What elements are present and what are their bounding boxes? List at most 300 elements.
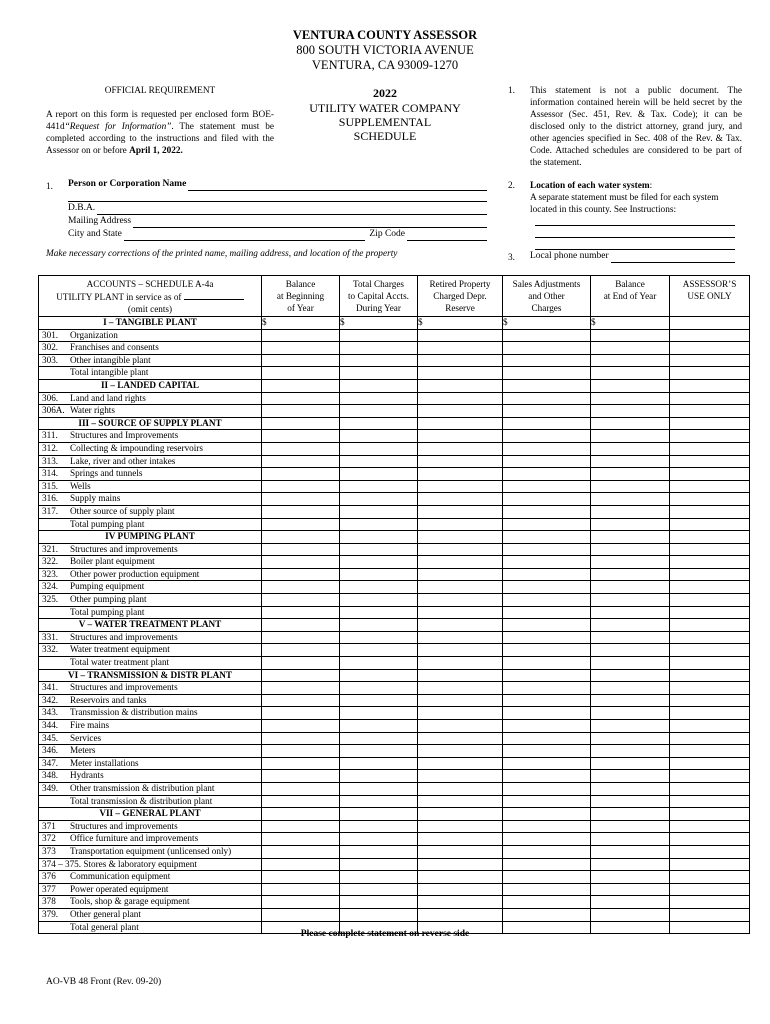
retired-property-cell[interactable]	[418, 720, 503, 733]
sales-adjustments-cell[interactable]	[503, 430, 591, 443]
balance-end-cell[interactable]	[591, 757, 670, 770]
sales-adjustments-cell[interactable]	[503, 682, 591, 695]
total-charges-cell[interactable]	[340, 669, 418, 682]
sales-adjustments-cell[interactable]	[503, 644, 591, 657]
retired-property-cell[interactable]	[418, 505, 503, 518]
balance-end-cell[interactable]	[591, 732, 670, 745]
sales-adjustments-cell[interactable]	[503, 594, 591, 607]
zip-code-line[interactable]	[407, 230, 487, 241]
balance-beginning-cell[interactable]	[262, 757, 340, 770]
retired-property-cell[interactable]	[418, 845, 503, 858]
table-row	[39, 883, 750, 896]
sales-adjustments-cell[interactable]	[503, 896, 591, 909]
balance-end-cell[interactable]	[591, 833, 670, 846]
balance-beginning-cell[interactable]	[262, 342, 340, 355]
balance-beginning-cell[interactable]	[262, 480, 340, 493]
assessor-use-cell	[670, 644, 750, 657]
retired-property-cell[interactable]	[418, 682, 503, 695]
assessor-use-cell	[670, 354, 750, 367]
retired-property-cell[interactable]	[418, 493, 503, 506]
balance-beginning-cell[interactable]: $	[262, 317, 340, 330]
sales-adjustments-cell[interactable]	[503, 442, 591, 455]
balance-end-cell[interactable]	[591, 531, 670, 544]
retired-property-cell[interactable]	[418, 820, 503, 833]
balance-beginning-cell[interactable]	[262, 808, 340, 821]
retired-property-cell[interactable]	[418, 606, 503, 619]
retired-property-cell[interactable]	[418, 379, 503, 392]
total-charges-cell[interactable]	[340, 833, 418, 846]
retired-property-cell[interactable]	[418, 795, 503, 808]
city-zip-field[interactable]	[68, 228, 487, 241]
total-charges-cell[interactable]	[340, 808, 418, 821]
balance-beginning-cell[interactable]	[262, 820, 340, 833]
assessor-use-cell	[670, 631, 750, 644]
balance-beginning-cell[interactable]	[262, 442, 340, 455]
retired-property-cell[interactable]	[418, 455, 503, 468]
balance-end-cell[interactable]	[591, 644, 670, 657]
retired-property-cell[interactable]	[418, 367, 503, 380]
assessor-use-cell	[670, 858, 750, 871]
balance-end-cell[interactable]	[591, 379, 670, 392]
total-charges-cell[interactable]	[340, 682, 418, 695]
account-code: 306A.	[42, 405, 65, 416]
balance-end-cell[interactable]	[591, 631, 670, 644]
total-charges-cell[interactable]	[340, 694, 418, 707]
account-label	[39, 342, 262, 355]
person-name-line[interactable]	[188, 180, 487, 191]
balance-end-cell[interactable]	[591, 518, 670, 531]
table-row	[39, 568, 750, 581]
total-charges-cell[interactable]	[340, 858, 418, 871]
balance-end-cell[interactable]	[591, 568, 670, 581]
balance-end-cell[interactable]	[591, 921, 670, 934]
retired-property-cell[interactable]	[418, 556, 503, 569]
balance-beginning-cell[interactable]	[262, 455, 340, 468]
account-name: Office furniture and improvements	[70, 833, 199, 844]
sales-adjustments-cell[interactable]	[503, 606, 591, 619]
balance-beginning-cell[interactable]	[262, 606, 340, 619]
balance-end-cell[interactable]	[591, 468, 670, 481]
sales-adjustments-cell[interactable]	[503, 568, 591, 581]
retired-property-cell[interactable]	[418, 644, 503, 657]
balance-end-cell[interactable]	[591, 871, 670, 884]
balance-end-cell[interactable]	[591, 896, 670, 909]
assessor-use-cell	[670, 732, 750, 745]
balance-beginning-cell[interactable]	[262, 468, 340, 481]
balance-beginning-cell[interactable]	[262, 883, 340, 896]
account-label	[39, 795, 262, 808]
sales-adjustments-cell[interactable]	[503, 342, 591, 355]
sales-adjustments-cell[interactable]	[503, 505, 591, 518]
balance-beginning-cell[interactable]	[262, 871, 340, 884]
balance-end-cell[interactable]	[591, 745, 670, 758]
balance-end-cell[interactable]	[591, 543, 670, 556]
section-heading: VI – TRANSMISSION & DISTR PLANT	[39, 669, 262, 682]
balance-beginning-cell[interactable]	[262, 405, 340, 418]
total-charges-cell[interactable]	[340, 606, 418, 619]
account-name: Power operated equipment	[70, 883, 169, 894]
sales-adjustments-cell[interactable]	[503, 354, 591, 367]
balance-beginning-cell[interactable]	[262, 631, 340, 644]
total-charges-cell[interactable]	[340, 543, 418, 556]
sales-adjustments-cell[interactable]	[503, 405, 591, 418]
total-charges-cell[interactable]: $	[340, 317, 418, 330]
balance-end-cell[interactable]	[591, 619, 670, 632]
balance-beginning-cell[interactable]	[262, 707, 340, 720]
retired-property-cell[interactable]	[418, 480, 503, 493]
balance-beginning-cell[interactable]	[262, 720, 340, 733]
balance-beginning-cell[interactable]	[262, 782, 340, 795]
sales-adjustments-cell[interactable]	[503, 631, 591, 644]
sales-adjustments-cell[interactable]	[503, 480, 591, 493]
sales-adjustments-cell[interactable]	[503, 757, 591, 770]
balance-end-cell[interactable]	[591, 480, 670, 493]
retired-property-cell[interactable]	[418, 430, 503, 443]
table-row	[39, 770, 750, 783]
retired-property-cell[interactable]	[418, 594, 503, 607]
balance-beginning-cell[interactable]	[262, 543, 340, 556]
retired-property-cell[interactable]	[418, 354, 503, 367]
sales-adjustments-cell[interactable]	[503, 745, 591, 758]
balance-beginning-cell[interactable]	[262, 417, 340, 430]
retired-property-cell[interactable]	[418, 669, 503, 682]
balance-end-cell[interactable]	[591, 808, 670, 821]
account-label	[39, 845, 262, 858]
balance-end-cell[interactable]	[591, 455, 670, 468]
sales-adjustments-cell[interactable]	[503, 782, 591, 795]
account-code: 377	[42, 883, 56, 894]
section-heading: III – SOURCE OF SUPPLY PLANT	[39, 417, 262, 430]
assessor-use-cell	[670, 405, 750, 418]
assessor-use-cell	[670, 770, 750, 783]
total-charges-cell[interactable]	[340, 518, 418, 531]
sales-adjustments-cell[interactable]	[503, 694, 591, 707]
total-charges-cell[interactable]	[340, 367, 418, 380]
balance-end-cell[interactable]	[591, 354, 670, 367]
retired-property-cell[interactable]	[418, 531, 503, 544]
total-charges-cell[interactable]	[340, 782, 418, 795]
total-charges-cell[interactable]	[340, 896, 418, 909]
total-charges-cell[interactable]	[340, 594, 418, 607]
retired-property-cell[interactable]	[418, 392, 503, 405]
account-label	[39, 682, 262, 695]
balance-end-cell[interactable]	[591, 657, 670, 670]
total-charges-cell[interactable]	[340, 619, 418, 632]
account-code: 311.	[42, 430, 58, 441]
account-code: 322.	[42, 556, 59, 567]
phone-field[interactable]	[530, 250, 735, 263]
total-charges-cell[interactable]	[340, 354, 418, 367]
retired-property-cell[interactable]	[418, 543, 503, 556]
sales-adjustments-cell[interactable]	[503, 619, 591, 632]
balance-end-cell[interactable]	[591, 606, 670, 619]
phone-line[interactable]	[611, 252, 735, 263]
sales-adjustments-cell[interactable]	[503, 833, 591, 846]
balance-beginning-cell[interactable]	[262, 568, 340, 581]
balance-end-cell[interactable]	[591, 795, 670, 808]
sales-adjustments-cell[interactable]: $	[503, 317, 591, 330]
assessor-use-cell	[670, 808, 750, 821]
balance-beginning-cell[interactable]	[262, 505, 340, 518]
balance-end-cell[interactable]	[591, 594, 670, 607]
retired-property-cell[interactable]	[418, 707, 503, 720]
location-line-2[interactable]	[535, 237, 735, 238]
sales-adjustments-cell[interactable]	[503, 531, 591, 544]
sales-adjustments-cell[interactable]	[503, 657, 591, 670]
total-charges-cell[interactable]	[340, 342, 418, 355]
account-name: Fire mains	[70, 720, 110, 730]
section-row	[39, 379, 750, 392]
balance-end-cell[interactable]	[591, 707, 670, 720]
balance-beginning-cell[interactable]	[262, 518, 340, 531]
table-row	[39, 442, 750, 455]
balance-beginning-cell[interactable]	[262, 694, 340, 707]
balance-beginning-cell[interactable]	[262, 379, 340, 392]
balance-end-cell[interactable]	[591, 669, 670, 682]
retired-property-cell[interactable]	[418, 757, 503, 770]
balance-end-cell[interactable]	[591, 493, 670, 506]
balance-beginning-cell[interactable]	[262, 745, 340, 758]
total-charges-cell[interactable]	[340, 568, 418, 581]
balance-beginning-cell[interactable]	[262, 833, 340, 846]
sales-adjustments-cell[interactable]	[503, 543, 591, 556]
sales-adjustments-cell[interactable]	[503, 871, 591, 884]
balance-beginning-cell[interactable]	[262, 657, 340, 670]
retired-property-cell[interactable]	[418, 908, 503, 921]
total-charges-cell[interactable]	[340, 657, 418, 670]
account-label	[39, 329, 262, 342]
account-label	[39, 707, 262, 720]
sales-adjustments-cell[interactable]	[503, 581, 591, 594]
total-charges-cell[interactable]	[340, 392, 418, 405]
balance-end-cell[interactable]	[591, 505, 670, 518]
balance-end-cell[interactable]: $	[591, 317, 670, 330]
balance-beginning-cell[interactable]	[262, 392, 340, 405]
balance-beginning-cell[interactable]	[262, 594, 340, 607]
account-label	[39, 430, 262, 443]
balance-end-cell[interactable]	[591, 682, 670, 695]
retired-property-cell[interactable]	[418, 329, 503, 342]
retired-property-cell[interactable]	[418, 896, 503, 909]
sales-adjustments-cell[interactable]	[503, 795, 591, 808]
total-charges-cell[interactable]	[340, 883, 418, 896]
total-charges-cell[interactable]	[340, 871, 418, 884]
sales-adjustments-cell[interactable]	[503, 845, 591, 858]
balance-end-cell[interactable]	[591, 430, 670, 443]
sales-adjustments-cell[interactable]	[503, 808, 591, 821]
balance-beginning-cell[interactable]	[262, 896, 340, 909]
retired-property-cell[interactable]	[418, 732, 503, 745]
balance-beginning-cell[interactable]	[262, 858, 340, 871]
retired-property-cell[interactable]	[418, 468, 503, 481]
balance-beginning-cell[interactable]	[262, 531, 340, 544]
balance-beginning-cell[interactable]	[262, 556, 340, 569]
balance-beginning-cell[interactable]	[262, 795, 340, 808]
total-charges-cell[interactable]	[340, 493, 418, 506]
total-charges-cell[interactable]	[340, 720, 418, 733]
retired-property-cell[interactable]	[418, 518, 503, 531]
retired-property-cell[interactable]	[418, 883, 503, 896]
assessor-use-cell	[670, 921, 750, 934]
balance-beginning-cell[interactable]	[262, 430, 340, 443]
retired-property-cell[interactable]	[418, 342, 503, 355]
sales-adjustments-cell[interactable]	[503, 669, 591, 682]
person-name-field[interactable]	[68, 178, 487, 191]
balance-end-cell[interactable]	[591, 329, 670, 342]
balance-end-cell[interactable]	[591, 581, 670, 594]
retired-property-cell[interactable]	[418, 619, 503, 632]
total-charges-cell[interactable]	[340, 405, 418, 418]
balance-end-cell[interactable]	[591, 720, 670, 733]
retired-property-cell[interactable]	[418, 782, 503, 795]
sales-adjustments-cell[interactable]	[503, 770, 591, 783]
total-charges-cell[interactable]	[340, 442, 418, 455]
sales-adjustments-cell[interactable]	[503, 392, 591, 405]
sales-adjustments-cell[interactable]	[503, 329, 591, 342]
balance-end-cell[interactable]	[591, 694, 670, 707]
sales-adjustments-cell[interactable]	[503, 518, 591, 531]
account-label	[39, 455, 262, 468]
sales-adjustments-cell[interactable]	[503, 468, 591, 481]
balance-end-cell[interactable]	[591, 556, 670, 569]
total-charges-cell[interactable]	[340, 329, 418, 342]
balance-beginning-cell[interactable]	[262, 581, 340, 594]
sales-adjustments-cell[interactable]	[503, 883, 591, 896]
total-charges-cell[interactable]	[340, 795, 418, 808]
balance-end-cell[interactable]	[591, 367, 670, 380]
total-charges-cell[interactable]	[340, 757, 418, 770]
retired-property-cell[interactable]	[418, 568, 503, 581]
retired-property-cell[interactable]	[418, 417, 503, 430]
total-charges-cell[interactable]	[340, 480, 418, 493]
mailing-address-line[interactable]	[133, 217, 487, 228]
balance-beginning-cell[interactable]	[262, 682, 340, 695]
balance-end-cell[interactable]	[591, 770, 670, 783]
account-name: Land and land rights	[70, 392, 146, 403]
retired-property-cell[interactable]	[418, 405, 503, 418]
sales-adjustments-cell[interactable]	[503, 455, 591, 468]
total-charges-cell[interactable]	[340, 455, 418, 468]
balance-end-cell[interactable]	[591, 405, 670, 418]
retired-property-cell[interactable]	[418, 694, 503, 707]
balance-beginning-cell[interactable]	[262, 354, 340, 367]
sales-adjustments-cell[interactable]	[503, 493, 591, 506]
table-row	[39, 871, 750, 884]
form-title-line2: SUPPLEMENTAL	[338, 115, 432, 129]
total-charges-cell[interactable]	[340, 581, 418, 594]
balance-beginning-cell[interactable]	[262, 669, 340, 682]
balance-beginning-cell[interactable]	[262, 732, 340, 745]
total-charges-cell[interactable]	[340, 417, 418, 430]
as-of-date-line[interactable]	[184, 290, 244, 300]
balance-beginning-cell[interactable]	[262, 367, 340, 380]
retired-property-cell[interactable]	[418, 871, 503, 884]
balance-beginning-cell[interactable]	[262, 619, 340, 632]
total-charges-cell[interactable]	[340, 908, 418, 921]
total-charges-cell[interactable]	[340, 707, 418, 720]
city-state-line[interactable]	[124, 230, 366, 241]
total-charges-cell[interactable]	[340, 468, 418, 481]
retired-property-cell[interactable]	[418, 833, 503, 846]
balance-end-cell[interactable]	[591, 845, 670, 858]
total-charges-cell[interactable]	[340, 505, 418, 518]
total-charges-cell[interactable]	[340, 845, 418, 858]
total-charges-cell[interactable]	[340, 556, 418, 569]
sales-adjustments-cell[interactable]	[503, 367, 591, 380]
balance-beginning-cell[interactable]	[262, 845, 340, 858]
balance-beginning-cell[interactable]	[262, 329, 340, 342]
total-charges-cell[interactable]	[340, 379, 418, 392]
balance-beginning-cell[interactable]	[262, 644, 340, 657]
balance-beginning-cell[interactable]	[262, 493, 340, 506]
retired-property-cell[interactable]	[418, 631, 503, 644]
balance-end-cell[interactable]	[591, 782, 670, 795]
table-row	[39, 594, 750, 607]
balance-end-cell[interactable]	[591, 392, 670, 405]
dba-field[interactable]	[68, 202, 487, 215]
mailing-address-field[interactable]	[68, 215, 487, 228]
total-charges-cell[interactable]	[340, 770, 418, 783]
retired-property-cell[interactable]	[418, 858, 503, 871]
total-charges-cell[interactable]	[340, 732, 418, 745]
sales-adjustments-cell[interactable]	[503, 732, 591, 745]
total-charges-cell[interactable]	[340, 430, 418, 443]
retired-property-cell[interactable]	[418, 442, 503, 455]
sales-adjustments-cell[interactable]	[503, 707, 591, 720]
balance-end-cell[interactable]	[591, 820, 670, 833]
retired-property-cell[interactable]	[418, 808, 503, 821]
balance-end-cell[interactable]	[591, 908, 670, 921]
account-code: 323.	[42, 568, 59, 579]
total-charges-cell[interactable]	[340, 820, 418, 833]
account-name: Organization	[70, 329, 118, 340]
sales-adjustments-cell[interactable]	[503, 858, 591, 871]
sales-adjustments-cell[interactable]	[503, 556, 591, 569]
balance-beginning-cell[interactable]	[262, 908, 340, 921]
sales-adjustments-cell[interactable]	[503, 379, 591, 392]
total-charges-cell[interactable]	[340, 531, 418, 544]
account-code: 315.	[42, 480, 59, 491]
retired-property-cell[interactable]	[418, 657, 503, 670]
account-label	[39, 782, 262, 795]
sales-adjustments-cell[interactable]	[503, 417, 591, 430]
account-label	[39, 367, 262, 380]
balance-end-cell[interactable]	[591, 442, 670, 455]
sales-adjustments-cell[interactable]	[503, 820, 591, 833]
balance-end-cell[interactable]	[591, 858, 670, 871]
total-charges-cell[interactable]	[340, 745, 418, 758]
account-label	[39, 493, 262, 506]
assessor-use-cell	[670, 720, 750, 733]
reverse-side-note: Please complete statement on reverse side	[300, 929, 470, 939]
retired-property-cell[interactable]	[418, 770, 503, 783]
total-charges-cell[interactable]	[340, 644, 418, 657]
balance-end-cell[interactable]	[591, 342, 670, 355]
form-title-line1: UTILITY WATER COMPANY	[309, 101, 461, 115]
balance-beginning-cell[interactable]	[262, 770, 340, 783]
balance-end-cell[interactable]	[591, 883, 670, 896]
location-line-1[interactable]	[535, 225, 735, 226]
retired-property-cell[interactable]	[418, 581, 503, 594]
assessor-use-cell	[670, 367, 750, 380]
retired-property-cell[interactable]: $	[418, 317, 503, 330]
total-charges-cell[interactable]	[340, 631, 418, 644]
retired-property-cell[interactable]	[418, 745, 503, 758]
dba-line[interactable]	[97, 204, 487, 215]
sales-adjustments-cell[interactable]	[503, 720, 591, 733]
balance-end-cell[interactable]	[591, 417, 670, 430]
sales-adjustments-cell[interactable]	[503, 908, 591, 921]
